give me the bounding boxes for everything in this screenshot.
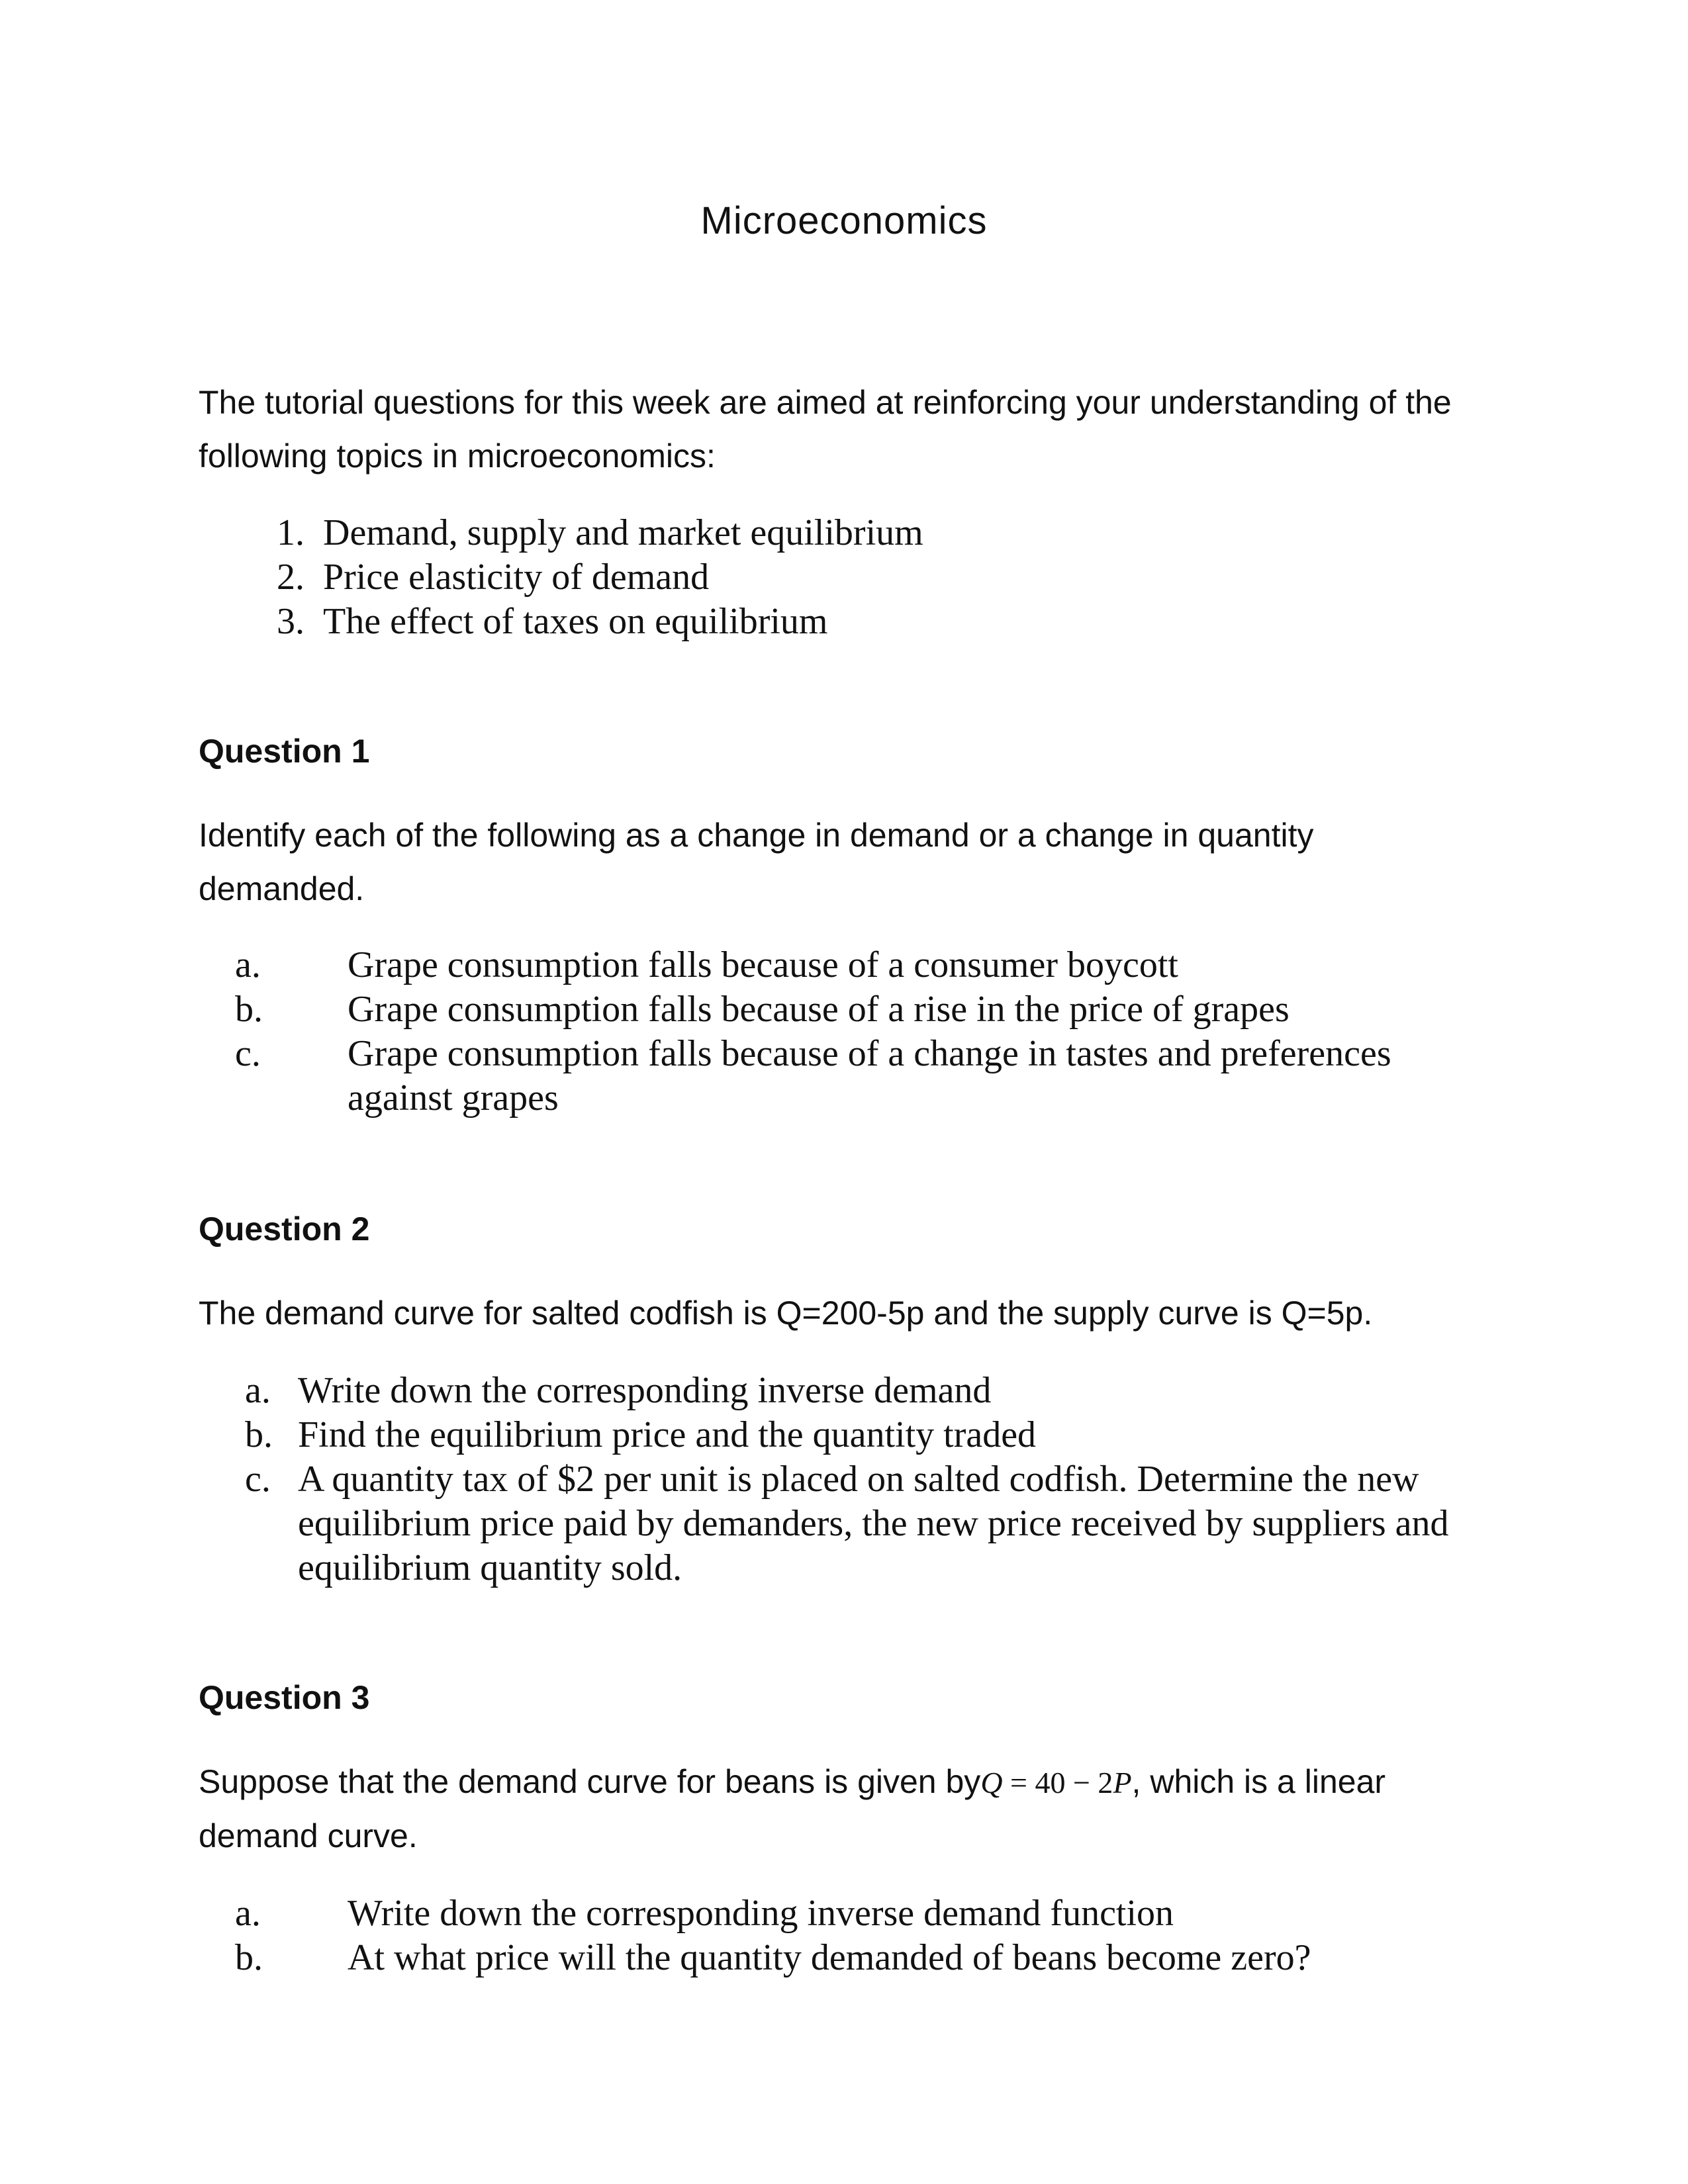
question-2-items — [245, 1369, 1489, 1590]
question-3-items — [235, 1891, 1473, 1980]
equation-middle: = 40 − 2 — [1002, 1766, 1113, 1799]
list-item — [265, 511, 1390, 555]
question-1-text: Identify each of the following as a change in demand or a change in quantity demanded. — [199, 817, 1314, 907]
item-text: Find the equilibrium price and the quantity traded — [298, 1414, 1037, 1455]
document-title: Microeconomics — [700, 199, 988, 242]
list-item — [235, 1032, 1473, 1120]
topic-text: Demand, supply and market equilibrium — [323, 512, 923, 553]
list-marker: a. — [245, 1370, 271, 1411]
equation-lhs: Q — [980, 1766, 1003, 1799]
list-item — [265, 555, 1390, 600]
topic-text: The effect of taxes on equilibrium — [323, 601, 828, 642]
question-3-text — [199, 1755, 1496, 1863]
list-marker: 2. — [277, 557, 305, 598]
list-item — [235, 943, 1473, 987]
list-item — [245, 1413, 1489, 1457]
list-marker: b. — [245, 1414, 273, 1455]
question-2-heading: Question 2 — [199, 1210, 370, 1248]
item-text: Grape consumption falls because of a rise in the price of grapes — [348, 989, 1289, 1030]
list-item — [235, 987, 1473, 1032]
list-item — [235, 1891, 1473, 1936]
question-1-items — [235, 943, 1473, 1120]
question-3-text-before: Suppose that the demand curve for beans is given by — [199, 1763, 981, 1800]
item-text: Write down the corresponding inverse demand — [298, 1370, 992, 1411]
list-item — [265, 600, 1390, 644]
list-marker: 3. — [277, 601, 305, 642]
item-text: Grape consumption falls because of a change in tastes and preferences against grapes — [348, 1033, 1391, 1118]
equation-var: P — [1113, 1766, 1132, 1799]
demand-equation — [980, 1766, 1131, 1799]
item-text: Write down the corresponding inverse demand function — [348, 1893, 1174, 1934]
item-text: Grape consumption falls because of a consumer boycott — [348, 944, 1178, 985]
list-marker: b. — [235, 1937, 263, 1978]
list-marker: c. — [245, 1459, 271, 1500]
question-1-heading: Question 1 — [199, 733, 370, 770]
list-marker: a. — [235, 1893, 261, 1934]
list-marker: a. — [235, 944, 261, 985]
question-3-text-after: , which is a linear demand curve. — [199, 1763, 1386, 1854]
item-text: A quantity tax of $2 per unit is placed on salted codfish. Determine the new equilibrium price paid by demanders, the new price received by suppliers and equilibrium quantity sold. — [298, 1459, 1449, 1588]
list-marker: c. — [235, 1033, 261, 1074]
list-item — [245, 1369, 1489, 1413]
item-text: At what price will the quantity demanded of beans become zero? — [348, 1937, 1311, 1978]
question-3-heading: Question 3 — [199, 1679, 370, 1716]
list-marker: 1. — [277, 512, 305, 553]
list-item — [235, 1936, 1473, 1980]
list-marker: b. — [235, 989, 263, 1030]
intro-paragraph: The tutorial questions for this week are aimed at reinforcing your understanding of the following topics in microeconomics: — [199, 384, 1452, 475]
list-item — [245, 1457, 1489, 1590]
question-2-text: The demand curve for salted codfish is Q=200-5p and the supply curve is Q=5p. — [199, 1295, 1373, 1332]
topic-text: Price elasticity of demand — [323, 557, 710, 598]
topics-list — [265, 511, 1390, 644]
